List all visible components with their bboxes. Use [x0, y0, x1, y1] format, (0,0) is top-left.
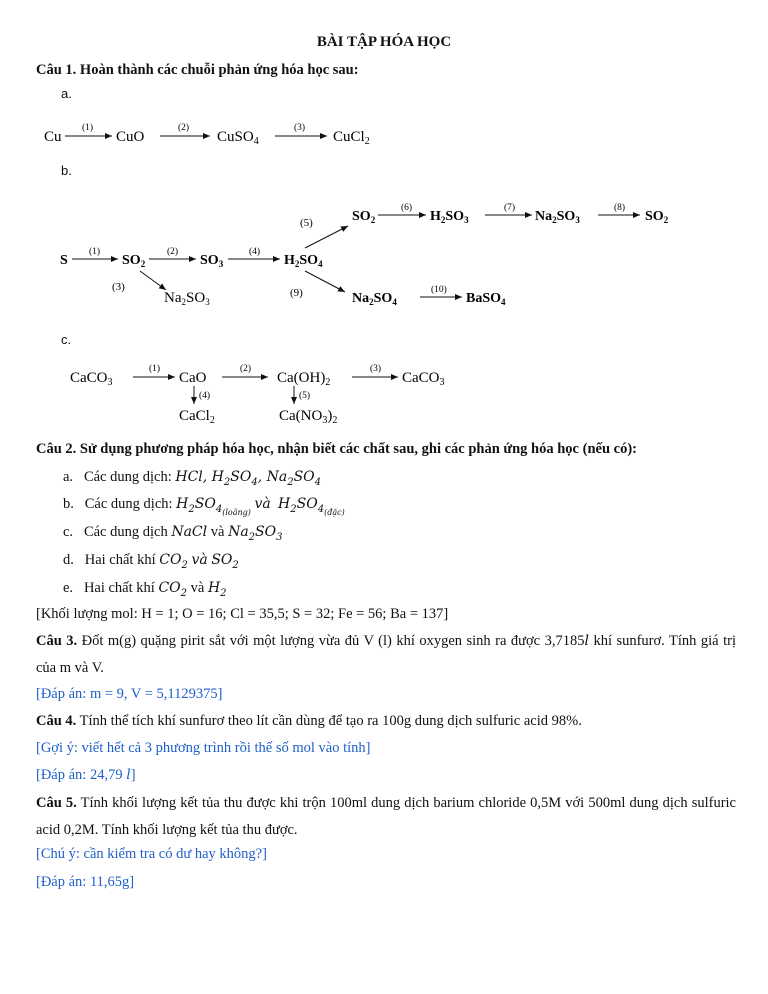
svg-text:(7): (7) — [504, 203, 516, 213]
q2-item-a: a. Các dung dịch: HCl, $H_2SO_4$, $Na_2SO_4$ — [63, 469, 322, 488]
part-a-label: a. — [61, 86, 72, 101]
step-label-2: (2) — [178, 123, 190, 133]
species-so2-upper: $SO_2$ — [352, 209, 376, 225]
svg-text:(1): (1) — [149, 364, 161, 374]
svg-text:Na2SO3: $Na_2SO_3$ — [164, 290, 210, 307]
molar-mass-note: [Khối lượng mol: H = 1; O = 16; Cl = 35,5; S = 32; Fe = 56; Ba = 137] — [36, 606, 449, 622]
svg-text:H2SO4: $H_2SO_4$ — [284, 253, 323, 269]
species-cucl2: CuCl$_2$ — [333, 129, 370, 147]
question-3: Câu 3. Đốt m(g) quặng pirit sắt với một lượng vừa đủ V (l) khí oxygen sinh ra được 3,7185l khí sunfurơ. Tính giá trị của m và V. — [36, 633, 736, 676]
svg-text:(5): (5) — [299, 391, 311, 401]
part-c-label: c. — [61, 332, 72, 347]
svg-text:(5): (5) — [300, 217, 313, 229]
svg-text:CaCl2: CaCl$_2$ — [179, 408, 215, 426]
question-2-heading: Câu 2. Sử dụng phương pháp hóa học, nhận biết các chất sau, ghi các phản ứng hóa học (nếu có): — [36, 441, 637, 457]
q5-answer: [Đáp án: 11,65g] — [36, 874, 135, 890]
species-cuo: CuO — [116, 129, 145, 145]
svg-text:(3): (3) — [370, 364, 382, 374]
svg-text:(2): (2) — [167, 247, 179, 257]
svg-text:Ca(OH)2: $Ca(OH)_2$ — [277, 370, 331, 388]
species-na2so3: $Na_2SO_3$ — [535, 209, 580, 225]
q2-item-e: e. Hai chất khí $CO_2$ và $H_2$ — [63, 580, 227, 599]
svg-text:SO3: $SO_3$ — [200, 253, 224, 269]
svg-text:(4): (4) — [249, 247, 261, 257]
reaction-chain-b — [0, 196, 768, 316]
svg-text:CaCO3: CaCO$_3$ — [70, 370, 113, 388]
svg-text:BaSO4: BaSO$_4$ — [466, 291, 506, 307]
question-4: Câu 4. Tính thể tích khí sunfurơ theo lít cần dùng để tạo ra 100g dung dịch sulfuric acid 98%. — [36, 713, 582, 729]
svg-text:CaCO3: CaCO$_3$ — [402, 370, 445, 388]
part-b-label: b. — [61, 163, 72, 178]
q2-item-c: c. Các dung dịch NaCl và $Na_2SO_3$ — [63, 524, 283, 543]
svg-text:(2): (2) — [240, 364, 252, 374]
svg-text:Na2SO4: $Na_2SO_4$ — [352, 291, 397, 307]
q4-answer: [Đáp án: 24,79 l] — [36, 767, 136, 783]
q2-item-b: b. Các dung dịch: $H_2SO_{4_{(loãng)}}$ và $H_2SO_{4_{(đặc)}}$ — [63, 496, 345, 517]
svg-text:Ca(NO3)2: $Ca(NO_3)_2$ — [279, 408, 338, 426]
svg-text:(8): (8) — [614, 203, 626, 213]
svg-text:SO2: $SO_2$ — [122, 253, 146, 269]
svg-text:(3): (3) — [112, 281, 125, 293]
species-cuso4: CuSO$_4$ — [217, 129, 259, 147]
species-so2-final: $SO_2$ — [645, 209, 669, 225]
svg-text:(4): (4) — [199, 391, 211, 401]
q5-note: [Chú ý: cần kiểm tra có dư hay không?] — [36, 846, 267, 862]
species-cu: Cu — [44, 129, 62, 145]
species-s: S — [60, 253, 68, 268]
page-title: BÀI TẬP HÓA HỌC — [316, 34, 452, 50]
svg-text:(6): (6) — [401, 203, 413, 213]
question-1-heading: Câu 1. Hoàn thành các chuỗi phản ứng hóa học sau: — [36, 62, 359, 78]
question-5: Câu 5. Tính khối lượng kết tủa thu được khi trộn 100ml dung dịch barium chloride 0,5M với 500ml dung dịch sulfuric acid 0,2M. Tính khối lượng kết tủa thu được. — [36, 795, 736, 838]
svg-text:CaO: CaO — [179, 370, 207, 386]
svg-text:(10): (10) — [431, 285, 447, 295]
q3-answer: [Đáp án: m = 9, V = 5,1129375] — [36, 686, 223, 702]
reaction-chain-c — [0, 358, 768, 430]
q4-hint: [Gợi ý: viết hết cả 3 phương trình rồi thế số mol vào tính] — [36, 740, 371, 756]
step-label-1: (1) — [82, 123, 94, 133]
reaction-chain-a — [0, 118, 768, 154]
species-h2so4-upper: $H_2SO_3$ — [430, 209, 469, 225]
svg-text:(1): (1) — [89, 247, 101, 257]
step-label-3: (3) — [294, 123, 306, 133]
svg-text:(9): (9) — [290, 287, 303, 299]
q2-item-d: d. Hai chất khí $CO_2$ và $SO_2$ — [63, 552, 239, 571]
